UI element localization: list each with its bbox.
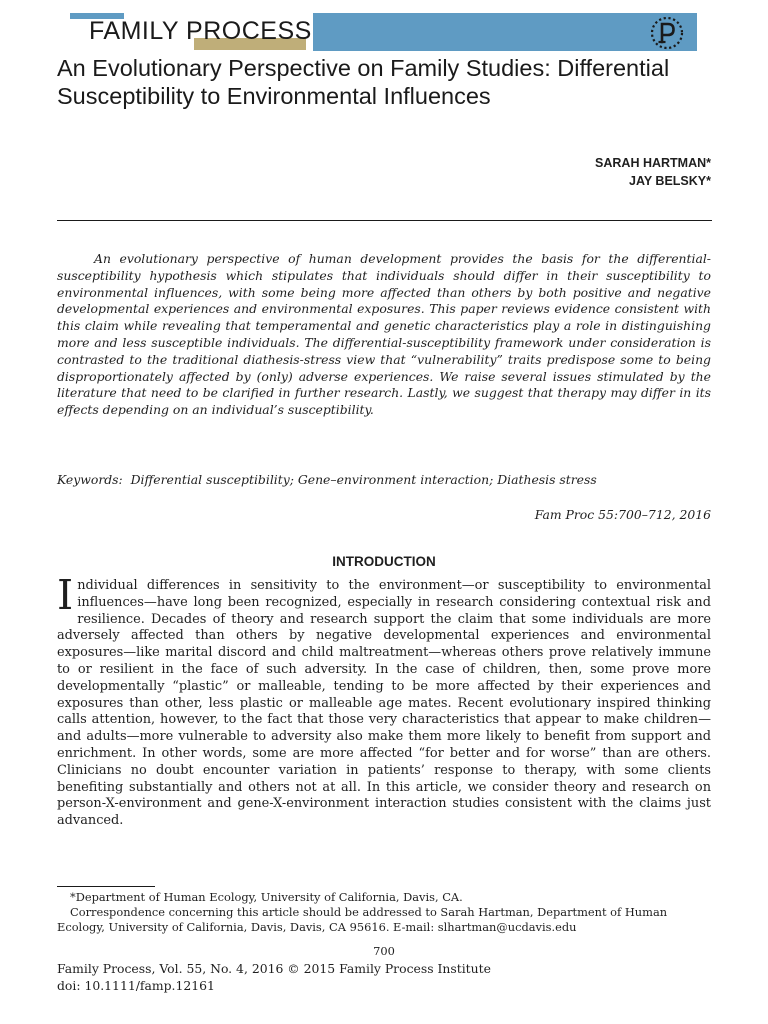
introduction-text: ndividual differences in sensitivity to the environment—or susceptibility to environmental influences—have long been recognized, especially in research considering contextual risk and resilience. Decades of theory and research support the claim that some individuals are more adversely affected than others by negative developmental experiences and environmental exposures—like marital discord and child maltreatment—whereas others prove relatively immune to or resilient in the face of such adversity. In the case of children, then, some prove more developmentally “plastic” or malleable, tending to be more affected by their experiences and exposures than other, less plastic or malleable age mates. Recent evolutionary inspired thinking calls attention, however, to the fact that those very characteristics that appear to make children—and adults—more vulnerable to adversity also make them more likely to benefit from support and enrichment. In other words, some are more affected “for better and for worse” than are others. Clinicians no doubt encounter variation in patients’ response to therapy, with some clients benefiting substantially and others not at all. In this article, we consider theory and research on person-X-environment and gene-X-environment interaction studies consistent with the claims just advanced.	[57, 578, 711, 829]
citation: Fam Proc 55:700–712, 2016	[534, 507, 711, 522]
section-heading-introduction: INTRODUCTION	[332, 554, 436, 569]
masthead-blue-band	[313, 13, 697, 51]
drop-cap: I	[57, 571, 74, 619]
doi: doi: 10.1111/famp.12161	[57, 978, 215, 993]
journal-masthead	[0, 0, 768, 56]
title-divider	[57, 220, 712, 221]
page-number: 700	[373, 944, 395, 958]
keywords-label: Keywords:	[57, 472, 123, 487]
abstract-text: An evolutionary perspective of human development provides the basis for the differential-susceptibility hypothesis which stipulates that individuals should differ in their susceptibility to environmental influences, with some being more affected than others by both positive and negative developmental experiences and environmental exposures. This paper reviews evidence consistent with this claim while revealing that temperamental and genetic characteristics play a role in distinguishing more and less susceptible individuals. The differential-susceptibility framework under consideration is contrasted to the traditional diathesis-stress view that “vulnerability” traits predispose some to being disproportionately affected by (only) adverse experiences. We raise several issues stimulated by the literature that need to be clarified in further research. Lastly, we suggest that therapy may differ in its effects depending on an individual’s susceptibility.	[57, 251, 711, 418]
journal-volume-line: Family Process, Vol. 55, No. 4, 2016 © 2015 Family Process Institute	[57, 961, 491, 976]
footnote-correspondence: Correspondence concerning this article should be addressed to Sarah Hartman, Department of Human Ecology, University of California, Davis, Davis, CA 95616. E-mail: slhartman@ucdavis.edu	[57, 905, 668, 934]
article-title: An Evolutionary Perspective on Family Studies: Differential Susceptibility to Environmental Influences	[57, 55, 670, 109]
abstract	[57, 251, 711, 419]
author-list	[595, 154, 711, 190]
footnotes	[57, 890, 711, 935]
author-name: JAY BELSKY*	[629, 174, 711, 188]
author-name: SARAH HARTMAN*	[595, 156, 711, 170]
introduction-body	[57, 571, 711, 830]
keywords	[57, 471, 711, 488]
keywords-text: Differential susceptibility; Gene–environment interaction; Diathesis stress	[130, 472, 597, 487]
journal-name: FAMILY PROCESS	[89, 17, 312, 45]
footnote-divider	[57, 886, 155, 887]
journal-info	[57, 960, 491, 994]
footnote-affiliation: *Department of Human Ecology, University of California, Davis, CA.	[70, 890, 463, 904]
journal-logo-icon	[649, 15, 685, 51]
